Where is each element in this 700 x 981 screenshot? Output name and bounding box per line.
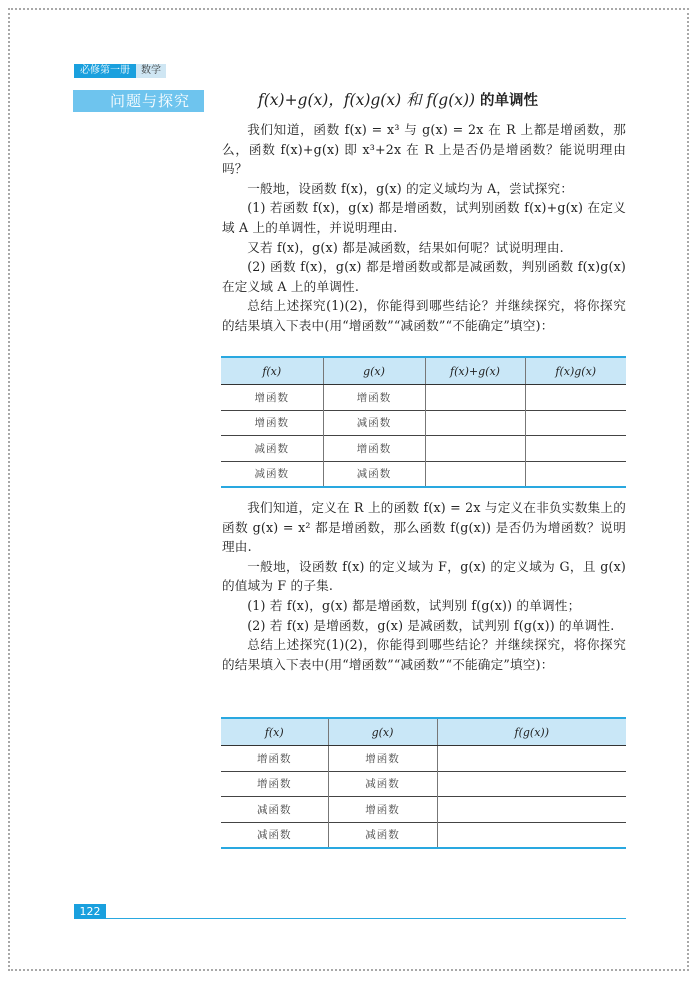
exploration-part-1 [222,120,626,336]
column-header: f(x) [221,357,323,385]
exploration-part-2 [222,498,626,674]
table-cell: 减函数 [323,410,425,436]
table-row [221,797,626,823]
footer-rule [106,918,626,919]
table-cell: 增函数 [257,752,292,765]
table-row [221,822,626,848]
paragraph: 又若 f(x)，g(x) 都是减函数，结果如何呢？试说明理由. [247,239,564,255]
answer-cell[interactable] [525,461,626,487]
table-row [221,461,626,487]
table-cell: 增函数 [323,436,425,462]
answer-cell[interactable] [525,385,626,411]
book-title: 必修第一册 [74,64,136,78]
answer-cell[interactable] [425,410,525,436]
table-cell: 减函数 [257,829,292,842]
answer-cell[interactable] [425,385,525,411]
column-header: f(x)g(x) [525,357,626,385]
table-row [221,410,626,436]
paragraph: 一般地，设函数 f(x)，g(x) 的定义域均为 A，尝试探究： [247,180,574,196]
section-label: 问题与探究 [73,90,204,112]
table-cell: 增函数 [254,391,289,404]
table-row [221,385,626,411]
answer-cell[interactable] [525,410,626,436]
paragraph: 我们知道，定义在 R 上的函数 f(x) = 2x 与定义在非负实数集上的函数 g(x) = x² 都是增函数，那么函数 f(g(x)) 是否仍为增函数？说明理由. [222,500,626,555]
table-cell: 增函数 [328,746,437,772]
answer-cell[interactable] [525,436,626,462]
table-cell: 减函数 [323,461,425,487]
table-cell: 增函数 [323,385,425,411]
answer-cell[interactable] [437,822,626,848]
monotonicity-table-1 [221,356,626,488]
paragraph: 一般地，设函数 f(x) 的定义域为 F，g(x) 的定义域为 G，且 g(x) 的值域为 F 的子集. [222,558,626,594]
answer-cell[interactable] [425,461,525,487]
table-cell: 减函数 [254,468,289,481]
column-header: g(x) [328,718,437,746]
table-cell: 减函数 [257,803,292,816]
table-cell: 减函数 [328,822,437,848]
table-row [221,436,626,462]
answer-cell[interactable] [437,797,626,823]
answer-cell[interactable] [437,746,626,772]
column-header: g(x) [323,357,425,385]
column-header: f(g(x)) [437,718,626,746]
paragraph: 总结上述探究(1)(2)，你能得到哪些结论？并继续探究，将你探究的结果填入下表中(用“增函数”“减函数”“不能确定”填空)： [222,637,626,672]
title-math: f(x)+g(x)，f(x)g(x) 和 f(g(x)) [258,91,476,109]
table-cell: 减函数 [254,442,289,455]
subject-label: 数学 [136,64,166,78]
paragraph: (2) 若 f(x) 是增函数，g(x) 是减函数，试判别 f(g(x)) 的单调性. [247,617,615,633]
answer-cell[interactable] [425,436,525,462]
column-header: f(x) [221,718,328,746]
paragraph: (1) 若函数 f(x)，g(x) 都是增函数，试判别函数 f(x)+g(x) 在定义域 A 上的单调性，并说明理由. [222,200,626,235]
table-header-row [221,357,626,385]
table-cell: 减函数 [328,771,437,797]
monotonicity-table-2 [221,717,626,849]
table-cell: 增函数 [254,417,289,430]
paragraph: 总结上述探究(1)(2)，你能得到哪些结论？并继续探究，将你探究的结果填入下表中(用“增函数”“减函数”“不能确定”填空)： [222,298,626,333]
paragraph: (1) 若 f(x)，g(x) 都是增函数，试判别 f(g(x)) 的单调性； [247,597,581,613]
running-header [74,64,166,78]
title-text: 的单调性 [480,93,539,109]
table-cell: 增函数 [328,797,437,823]
column-header: f(x)+g(x) [425,357,525,385]
table-header-row [221,718,626,746]
table-row [221,771,626,797]
page-number: 122 [74,904,106,919]
answer-cell[interactable] [437,771,626,797]
paragraph: (2) 函数 f(x)，g(x) 都是增函数或都是减函数，判别函数 f(x)g(x) 在定义域 A 上的单调性. [222,259,626,294]
table-row [221,746,626,772]
paragraph: 我们知道，函数 f(x) = x³ 与 g(x) = 2x 在 R 上都是增函数，那么，函数 f(x)+g(x) 即 x³+2x 在 R 上是否仍是增函数？能说明理由吗？ [222,122,626,177]
page-title [258,88,538,113]
table-cell: 增函数 [257,778,292,791]
